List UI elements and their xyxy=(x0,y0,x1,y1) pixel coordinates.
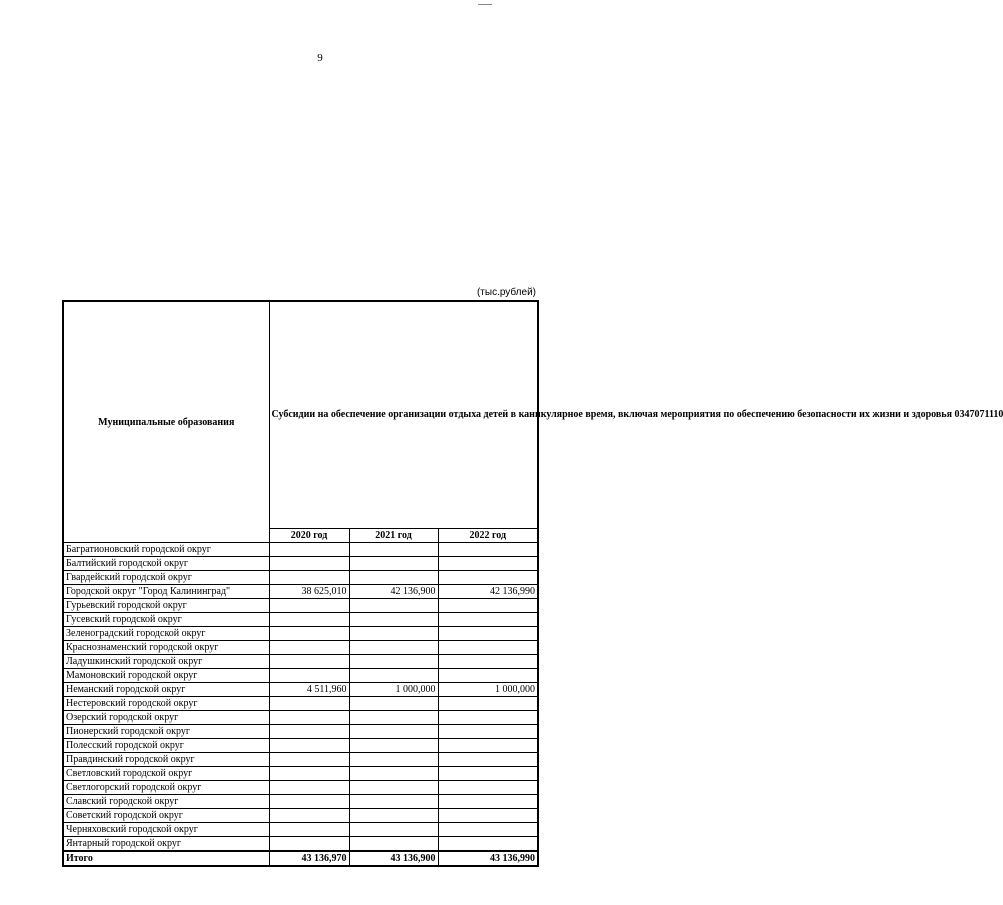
value-2020 xyxy=(269,711,349,725)
value-2020 xyxy=(269,613,349,627)
value-2022 xyxy=(438,669,538,683)
municipality-name: Славский городской округ xyxy=(63,795,269,809)
table-row xyxy=(63,795,538,809)
units-label: (тыс.рублей) xyxy=(476,287,536,298)
value-2021 xyxy=(349,795,438,809)
municipality-name: Мамоновский городской округ xyxy=(63,669,269,683)
value-2022: 1 000,000 xyxy=(438,683,538,697)
value-2022 xyxy=(438,823,538,837)
municipality-name: Светлогорский городской округ xyxy=(63,781,269,795)
municipality-name: Балтийский городской округ xyxy=(63,557,269,571)
subsidy-header: Субсидии на обеспечение организации отдыха детей в каникулярное время, включая мероприятия по обеспечению безопасности их жизни и здоровья 0347071110 xyxy=(269,301,538,529)
value-2022 xyxy=(438,725,538,739)
year-header-2022: 2022 год xyxy=(438,529,538,543)
municipality-name: Гусевский городской округ xyxy=(63,613,269,627)
table-row xyxy=(63,823,538,837)
value-2022 xyxy=(438,781,538,795)
value-2020 xyxy=(269,571,349,585)
value-2021 xyxy=(349,781,438,795)
value-2021 xyxy=(349,823,438,837)
page-edge-mark xyxy=(478,4,492,5)
municipality-name: Черняховский городской округ xyxy=(63,823,269,837)
value-2020 xyxy=(269,655,349,669)
value-2021: 1 000,000 xyxy=(349,683,438,697)
table-row xyxy=(63,585,538,599)
value-2022 xyxy=(438,697,538,711)
table-row xyxy=(63,739,538,753)
value-2020 xyxy=(269,795,349,809)
value-2021 xyxy=(349,753,438,767)
municipality-name: Зеленоградский городской округ xyxy=(63,627,269,641)
table-row xyxy=(63,683,538,697)
value-2020 xyxy=(269,725,349,739)
value-2022 xyxy=(438,655,538,669)
value-2022 xyxy=(438,641,538,655)
table-row xyxy=(63,599,538,613)
value-2022 xyxy=(438,557,538,571)
value-2021 xyxy=(349,767,438,781)
table-row xyxy=(63,767,538,781)
municipality-name: Городской округ "Город Калининград" xyxy=(63,585,269,599)
table-row xyxy=(63,837,538,852)
value-2021 xyxy=(349,669,438,683)
value-2021 xyxy=(349,725,438,739)
table-body xyxy=(63,543,538,852)
table-row xyxy=(63,627,538,641)
value-2021 xyxy=(349,837,438,852)
value-2021 xyxy=(349,641,438,655)
value-2021 xyxy=(349,557,438,571)
value-2020 xyxy=(269,627,349,641)
year-header-2021: 2021 год xyxy=(349,529,438,543)
value-2021 xyxy=(349,599,438,613)
value-2021 xyxy=(349,613,438,627)
municipality-name: Гвардейский городской округ xyxy=(63,571,269,585)
subsidy-table xyxy=(62,300,1003,867)
year-header-2020: 2020 год xyxy=(269,529,349,543)
table-row xyxy=(63,641,538,655)
table-row xyxy=(63,571,538,585)
total-row xyxy=(63,851,538,866)
table-row xyxy=(63,781,538,795)
municipality-name: Светловский городской округ xyxy=(63,767,269,781)
value-2021 xyxy=(349,543,438,557)
table-row xyxy=(63,697,538,711)
value-2022 xyxy=(438,599,538,613)
municipality-name: Нестеровский городской округ xyxy=(63,697,269,711)
municipality-name: Правдинский городской округ xyxy=(63,753,269,767)
value-2021 xyxy=(349,739,438,753)
value-2022 xyxy=(438,627,538,641)
page-number: 9 xyxy=(317,52,323,64)
municipality-name: Багратионовский городской округ xyxy=(63,543,269,557)
table-row xyxy=(63,753,538,767)
value-2022 xyxy=(438,571,538,585)
municipality-name: Советский городской округ xyxy=(63,809,269,823)
value-2020: 4 511,960 xyxy=(269,683,349,697)
value-2021 xyxy=(349,571,438,585)
municipality-name: Неманский городской округ xyxy=(63,683,269,697)
value-2022 xyxy=(438,753,538,767)
value-2022 xyxy=(438,711,538,725)
value-2020 xyxy=(269,739,349,753)
municipality-name: Полесский городской округ xyxy=(63,739,269,753)
value-2022 xyxy=(438,809,538,823)
table-row xyxy=(63,557,538,571)
value-2022 xyxy=(438,739,538,753)
table-row xyxy=(63,725,538,739)
value-2021 xyxy=(349,655,438,669)
value-2022 xyxy=(438,767,538,781)
municipality-name: Ладушкинский городской округ xyxy=(63,655,269,669)
municipality-name: Краснознаменский городской округ xyxy=(63,641,269,655)
municipal-header: Муниципальные образования xyxy=(63,301,269,543)
total-label: Итого xyxy=(63,851,269,866)
value-2020 xyxy=(269,837,349,852)
table-row xyxy=(63,543,538,557)
value-2021 xyxy=(349,809,438,823)
table-row xyxy=(63,669,538,683)
total-2020: 43 136,970 xyxy=(269,851,349,866)
value-2020 xyxy=(269,599,349,613)
value-2020 xyxy=(269,557,349,571)
value-2020 xyxy=(269,753,349,767)
value-2021: 42 136,900 xyxy=(349,585,438,599)
value-2020 xyxy=(269,823,349,837)
value-2020 xyxy=(269,641,349,655)
value-2022: 42 136,990 xyxy=(438,585,538,599)
value-2020 xyxy=(269,543,349,557)
value-2020 xyxy=(269,809,349,823)
value-2020: 38 625,010 xyxy=(269,585,349,599)
value-2020 xyxy=(269,767,349,781)
table-row xyxy=(63,711,538,725)
municipality-name: Озерский городской округ xyxy=(63,711,269,725)
value-2020 xyxy=(269,781,349,795)
value-2021 xyxy=(349,697,438,711)
value-2022 xyxy=(438,837,538,852)
value-2020 xyxy=(269,669,349,683)
total-2021: 43 136,900 xyxy=(349,851,438,866)
value-2022 xyxy=(438,543,538,557)
total-2022: 43 136,990 xyxy=(438,851,538,866)
value-2022 xyxy=(438,613,538,627)
table-row xyxy=(63,655,538,669)
municipality-name: Янтарный городской округ xyxy=(63,837,269,852)
municipality-name: Гурьевский городской округ xyxy=(63,599,269,613)
table-row xyxy=(63,809,538,823)
value-2020 xyxy=(269,697,349,711)
value-2021 xyxy=(349,711,438,725)
municipality-name: Пионерский городской округ xyxy=(63,725,269,739)
table-row xyxy=(63,613,538,627)
value-2021 xyxy=(349,627,438,641)
value-2022 xyxy=(438,795,538,809)
